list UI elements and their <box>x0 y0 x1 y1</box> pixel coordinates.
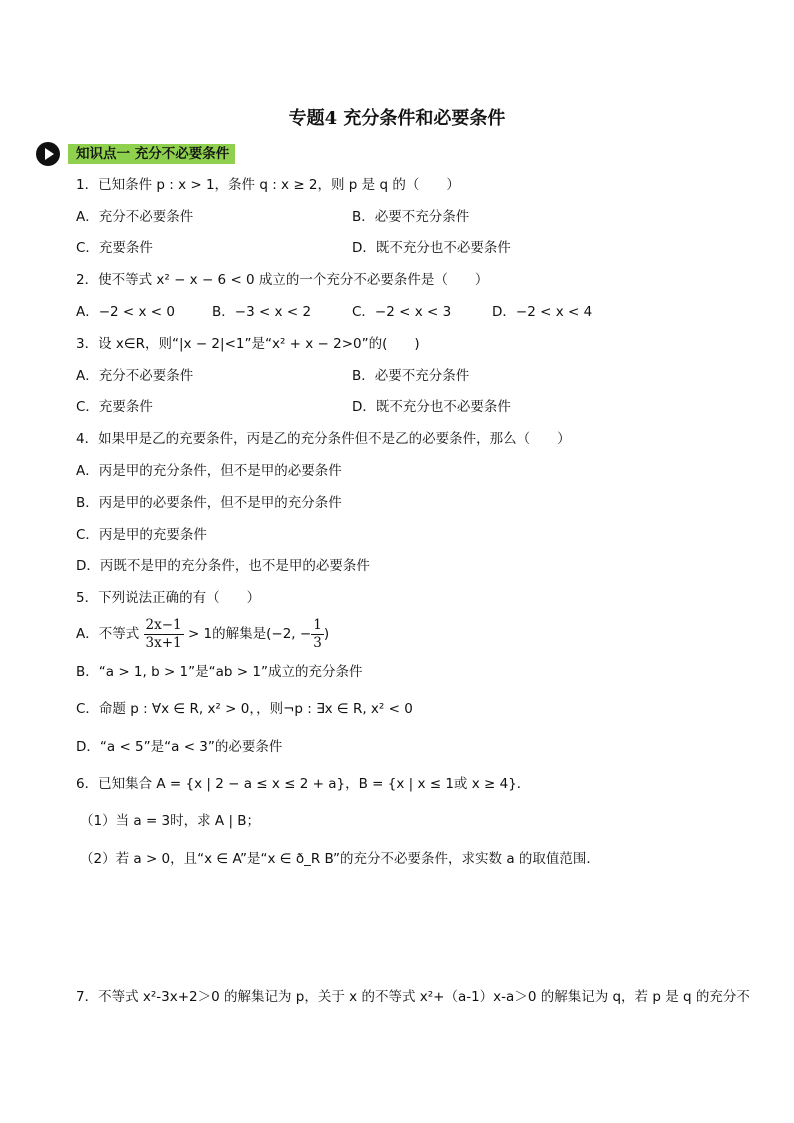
fraction-denominator: 3 <box>313 634 322 651</box>
question-5-option-b: B．“a > 1, b > 1”是“ab > 1”成立的充分条件 <box>76 664 363 680</box>
fraction-numerator: 2x−1 <box>145 616 182 633</box>
question-4-option-d: D．丙既不是甲的充分条件，也不是甲的必要条件 <box>76 558 370 574</box>
question-6-part-2: （2）若 a > 0，且“x ∈ A”是“x ∈ ð_R B”的充分不必要条件，求实数 a 的取值范围． <box>80 851 600 867</box>
play-icon <box>36 142 60 166</box>
question-5-option-d: D．“a < 5”是“a < 3”的必要条件 <box>76 739 283 755</box>
question-4-stem: 4．如果甲是乙的充要条件，丙是乙的充分条件但不是乙的必要条件，那么（ ） <box>76 431 571 447</box>
question-2-option-d: D．−2 < x < 4 <box>492 304 593 320</box>
option-a-prefix: A．不等式 <box>76 626 140 642</box>
question-2-stem: 2．使不等式 x² − x − 6 < 0 成立的一个充分不必要条件是（ ） <box>76 272 489 288</box>
question-2-option-b: B．−3 < x < 2 <box>212 304 312 320</box>
question-5-option-c: C．命题 p : ∀x ∈ R, x² > 0，，则¬p : ∃x ∈ R, x² < 0 <box>76 701 413 717</box>
question-7-stem: 7．不等式 x²-3x+2＞0 的解集记为 p，关于 x 的不等式 x²+（a-1）x-a＞0 的解集记为 q，若 p 是 q 的充分不 <box>76 989 750 1005</box>
question-5-option-a <box>76 616 329 652</box>
question-6-stem: 6．已知集合 A = {x | 2 − a ≤ x ≤ 2 + a}，B = {x | x ≤ 1或 x ≥ 4}． <box>76 776 531 792</box>
question-4-option-c: C．丙是甲的充要条件 <box>76 527 207 543</box>
question-4-option-b: B．丙是甲的必要条件，但不是甲的充分条件 <box>76 495 342 511</box>
option-a-middle: > 1的解集是(−2, − <box>187 626 312 642</box>
question-2-option-c: C．−2 < x < 3 <box>352 304 452 320</box>
question-1-option-b: B．必要不充分条件 <box>352 209 470 225</box>
fraction <box>311 617 324 652</box>
question-3-stem: 3．设 x∈R，则“|x − 2|<1”是“x² + x − 2>0”的( ) <box>76 336 420 352</box>
question-3-option-b: B．必要不充分条件 <box>352 368 470 384</box>
section-label: 知识点一 充分不必要条件 <box>68 144 235 164</box>
question-3-option-a: A．充分不必要条件 <box>76 368 194 384</box>
question-1-option-c: C．充要条件 <box>76 240 153 256</box>
question-3-option-d: D．既不充分也不必要条件 <box>352 399 511 415</box>
fraction <box>144 617 184 652</box>
fraction-numerator: 1 <box>313 616 322 633</box>
page-title: 专题4 充分条件和必要条件 <box>288 108 506 129</box>
question-6-part-1: （1）当 a = 3时，求 A | B； <box>80 813 261 829</box>
question-1-option-a: A．充分不必要条件 <box>76 209 194 225</box>
question-1-option-d: D．既不充分也不必要条件 <box>352 240 511 256</box>
question-3-option-c: C．充要条件 <box>76 399 153 415</box>
question-5-stem: 5．下列说法正确的有（ ） <box>76 590 261 606</box>
question-4-option-a: A．丙是甲的充分条件，但不是甲的必要条件 <box>76 463 342 479</box>
option-a-suffix: ) <box>323 626 330 642</box>
question-2-option-a: A．−2 < x < 0 <box>76 304 176 320</box>
fraction-denominator: 3x+1 <box>145 634 182 651</box>
question-1-stem: 1．已知条件 p : x > 1，条件 q : x ≥ 2，则 p 是 q 的（ ） <box>76 177 460 193</box>
